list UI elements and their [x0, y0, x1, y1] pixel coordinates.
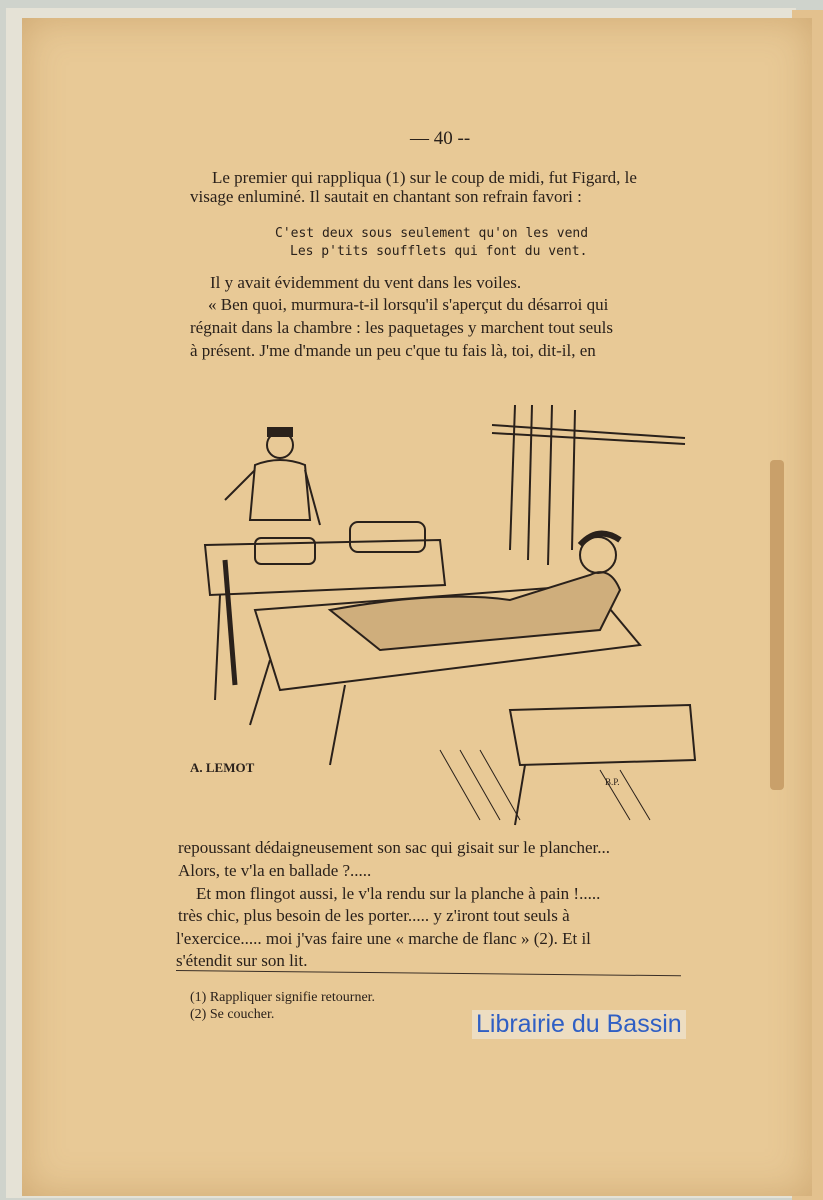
page-fold — [770, 460, 784, 790]
verse-line: Les p'tits soufflets qui font du vent. — [290, 244, 588, 259]
verse-line: C'est deux sous seulement qu'on les vend — [275, 226, 589, 241]
watermark: Librairie du Bassin — [472, 1010, 686, 1039]
paragraph-line: repoussant dédaigneusement son sac qui gisait sur le plancher... — [178, 838, 610, 857]
paragraph-line: visage enluminé. Il sautait en chantant son refrain favori : — [190, 187, 582, 206]
paragraph-line: régnait dans la chambre : les paquetages y marchent tout seuls — [190, 318, 613, 337]
paragraph-line: « Ben quoi, murmura-t-il lorsqu'il s'aperçut du désarroi qui — [208, 295, 609, 314]
paragraph-line: Il y avait évidemment du vent dans les voiles. — [210, 273, 522, 292]
paragraph-line: Le premier qui rappliqua (1) sur le coup de midi, fut Figard, le — [212, 168, 637, 187]
soldier-barracks-illustration — [180, 400, 700, 830]
illustration-signature: A. LEMOT — [190, 760, 255, 775]
page-number: — 40 -- — [410, 128, 471, 149]
paragraph-line: à présent. J'me d'mande un peu c'que tu fais là, toi, dit-il, en — [190, 341, 596, 360]
paragraph-line: Alors, te v'la en ballade ?..... — [178, 861, 372, 880]
paragraph-line: très chic, plus besoin de les porter..... y z'iront tout seuls à — [178, 906, 570, 925]
paragraph-line: s'étendit sur son lit. — [176, 951, 308, 970]
illustration-monogram: B.P. — [605, 777, 620, 787]
footnote: (1) Rappliquer signifie retourner. — [190, 990, 376, 1005]
paragraph-line: Et mon flingot aussi, le v'la rendu sur la planche à pain !..... — [196, 884, 601, 903]
footnote: (2) Se coucher. — [190, 1007, 275, 1022]
paragraph-line: l'exercice..... moi j'vas faire une « marche de flanc » (2). Et il — [176, 929, 591, 948]
